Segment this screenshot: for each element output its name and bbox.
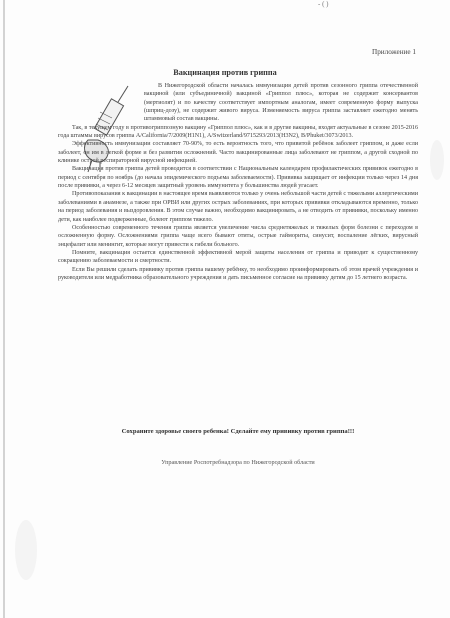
call-to-action: Сохраните здоровье своего ребенка! Сделайте ему прививку против гриппа!!! — [121, 428, 355, 435]
scan-smudge — [15, 520, 37, 580]
document-body — [58, 82, 418, 282]
paragraph-7: Помните, вакцинация остается единственной эффективной мерой защиты населения от гриппа и приводит к существенному сокращению заболеваемости и смертности. — [58, 249, 418, 265]
paragraph-4: Вакцинация против гриппа детей проводится в соответствии с Национальным календарем профилактических прививок ежегодно в период с сентября по ноябрь (до начала эпидемического подъема заболеваемости). Прививка защищает от инфекции только через 14 дня после прививки, а через 6-12 месяцев защитный уровень иммунитета у большинства людей угасает. — [58, 166, 418, 190]
issuer-footer: Управление Роспотребнадзора по Нижегородской области — [161, 459, 315, 466]
paragraph-1: В Нижегородской области началась иммунизация детей против сезонного гриппа отечественной вакциной (или субъединичной) вакциной «Гриппол плюс», которая не содержит консервантов (мертиолят) и по качеству соответствует импортным аналогам, имеет современную форму выпуска (шприц-дозу), не содержит живого вируса. Изменяемость вируса гриппа заставляет ежегодно менять штаммовый состав вакцины. — [144, 83, 418, 123]
scan-edge — [3, 0, 5, 618]
paragraph-2: Так, в текущем году в противогриппозную вакцину «Гриппол плюс», как и в другие вакцины, входят актуальные в сезоне 2015-2016 года штаммы вирусов гриппа A/California/7/2009(H1N1), A/Switzerland/9715293/2013(H3N2), B/Phuket/3073/2013. — [58, 124, 418, 140]
paragraph-6: Особенностью современного течения гриппа является увеличение числа среднетяжелых и тяжелых форм болезни с переходом в осложненную форму. Осложнениями гриппа чаще всего бывают отиты, острые гаймориты, синусит, воспаление лёгких, вирусный энцефалит или менингит, которые могут привести к гибели больного. — [58, 224, 418, 248]
paragraph-8: Если Вы решили сделать прививку против гриппа вашему ребёнку, то необходимо проинформировать об этом врачей учреждения и руководителя или медработника образовательного учреждения и дать письменное согласие на прививку детям до 15 летнего возраста. — [58, 266, 418, 281]
top-mark: - ( ) — [318, 0, 329, 8]
document-title: Вакцинация против гриппа — [173, 68, 277, 77]
paragraph-3: Эффективность иммунизации составляет 70-90%, то есть вероятность того, что привитой ребёнок заболеет гриппом, и даже если заболеет, он им в легкой форме и без развития осложнений. Часто вакцинированные лица заболевают не гриппом, а другой сходной по клинике острой респираторной вирусной инфекцией. — [58, 141, 418, 165]
scan-smudge — [430, 140, 444, 180]
appendix-label: Приложение 1 — [372, 48, 416, 56]
paragraph-5: Противопоказания к вакцинации в настоящее время выявляются только у очень небольшой части детей с тяжелыми аллергическими заболеваниями в анамнезе, а также при ОРВИ или других острых заболеваниях, при которых прививки откладываются временно, только на период заболевания и выздоровления. В этом случае важно, необходимо вакцинировать, а не отводить от прививки, поскольку именно дети, как наиболее подверженные, болеют гриппом тяжело. — [58, 191, 418, 223]
